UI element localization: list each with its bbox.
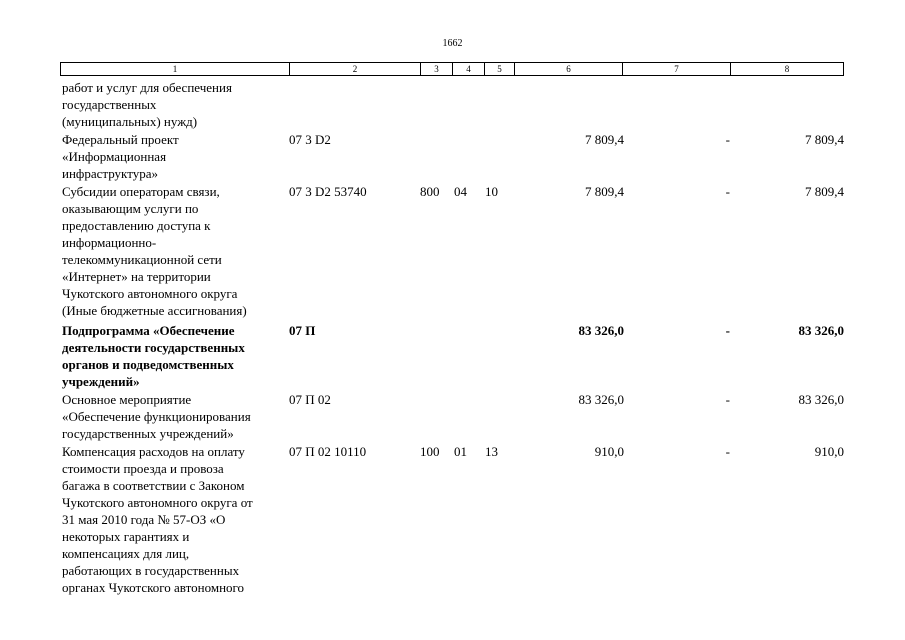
header-col-2: 2 (289, 63, 420, 75)
header-col-8: 8 (730, 63, 843, 75)
row-name: Субсидии операторам связи, оказывающим услуги по предоставлению доступа к информационно- телекоммуникационной сети «Интернет» на территории Чукотского автономного округа (Иные бюджетные ассигнования) (62, 184, 247, 318)
row-code: 07 П (289, 323, 316, 338)
row-value-col6: 910,0 (594, 444, 624, 459)
row-value-col8: 83 326,0 (798, 392, 844, 407)
row-name: Компенсация расходов на оплату стоимости проезда и провоза багажа в соответствии с Законом Чукотского автономного округа от 31 мая 2010 года № 57-ОЗ «О некоторых гарантиях и компенсациях для лиц, работающих в государственных органах Чукотского автономного (62, 444, 253, 595)
row-value-col6: 83 326,0 (578, 392, 624, 407)
row-value-col6: 7 809,4 (585, 184, 624, 199)
header-col-4: 4 (452, 63, 484, 75)
row-code: 07 П 02 10110 (289, 444, 367, 459)
row-value-col7: - (725, 392, 730, 407)
row-value-col7: - (725, 323, 730, 338)
row-value-col8: 83 326,0 (798, 323, 844, 338)
row-value-col8: 7 809,4 (805, 132, 844, 147)
row-col5: 10 (485, 184, 498, 199)
row-value-col7: - (725, 184, 730, 199)
row-col3: 800 (420, 184, 440, 199)
row-col3: 100 (420, 444, 440, 459)
row-value-col6: 83 326,0 (578, 323, 624, 338)
table-header (60, 62, 844, 76)
row-code: 07 3 D2 (289, 132, 331, 147)
row-col4: 01 (454, 444, 467, 459)
header-col-3: 3 (420, 63, 452, 75)
row-col5: 13 (485, 444, 498, 459)
header-col-7: 7 (622, 63, 730, 75)
header-col-5: 5 (484, 63, 514, 75)
row-value-col7: - (725, 132, 730, 147)
row-col4: 04 (454, 184, 467, 199)
page-number: 1662 (442, 38, 463, 49)
row-value-col8: 7 809,4 (805, 184, 844, 199)
row-value-col7: - (725, 444, 730, 459)
header-col-1: 1 (172, 64, 178, 74)
row-code: 07 П 02 (289, 392, 331, 407)
header-col-6: 6 (514, 63, 622, 75)
row-name: Подпрограмма «Обеспечение деятельности государственных органов и подведомственных учреждений» (62, 323, 245, 389)
row-name: Федеральный проект «Информационная инфраструктура» (62, 132, 179, 181)
row-code: 07 3 D2 53740 (289, 184, 367, 199)
row-name: работ и услуг для обеспечения государственных (муниципальных) нужд) (62, 80, 232, 129)
row-value-col8: 910,0 (814, 444, 844, 459)
row-value-col6: 7 809,4 (585, 132, 624, 147)
row-name: Основное мероприятие «Обеспечение функционирования государственных учреждений» (62, 392, 251, 441)
